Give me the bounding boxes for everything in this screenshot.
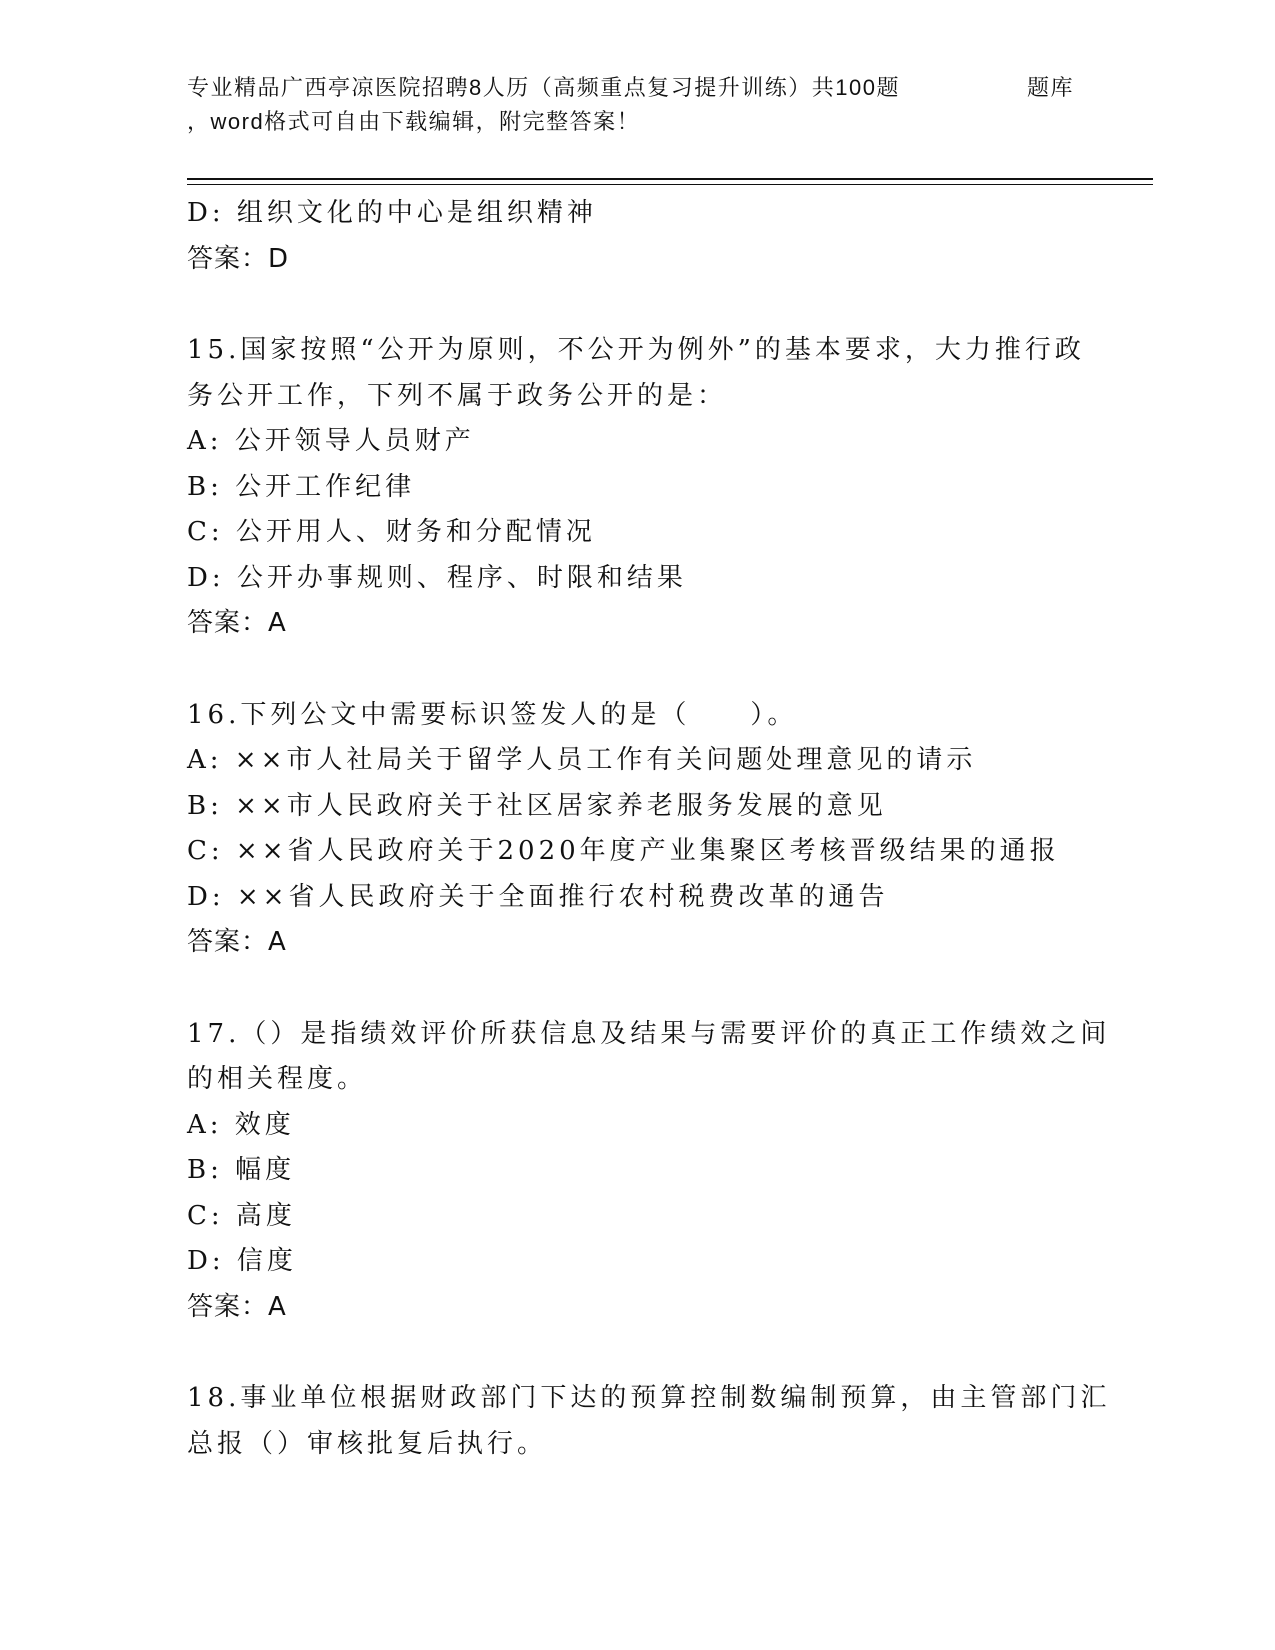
question-15 bbox=[187, 328, 1087, 647]
option-b: B: ××市人民政府关于社区居家养老服务发展的意见 bbox=[187, 790, 887, 821]
answer: 答案：D bbox=[187, 243, 290, 274]
option-a: A: ××市人社局关于留学人员工作有关问题处理意见的请示 bbox=[187, 745, 977, 775]
option-d: D: 组织文化的中心是组织精神 bbox=[187, 198, 597, 228]
question-18 bbox=[187, 1376, 1111, 1467]
question-stem: 务公开工作，下列不属于政务公开的是： bbox=[187, 380, 728, 411]
option-c: C: ××省人民政府关于2020年度产业集聚区考核晋级结果的通报 bbox=[187, 836, 1060, 866]
header-title-line2: ，word格式可自由下载编辑，附完整答案！ bbox=[187, 109, 641, 134]
header-divider-thin bbox=[187, 184, 1153, 185]
answer: 答案：A bbox=[187, 1291, 287, 1322]
question-stem: 17.（）是指绩效评价所获信息及结果与需要评价的真正工作绩效之间 bbox=[187, 1018, 1111, 1049]
option-a: A: 效度 bbox=[187, 1109, 295, 1140]
header-tag: 题库 bbox=[1027, 75, 1075, 100]
header-divider-thick bbox=[187, 178, 1153, 180]
question-stem: 15.国家按照“公开为原则，不公开为例外”的基本要求，大力推行政 bbox=[187, 335, 1085, 365]
question-stem: 16.下列公文中需要标识签发人的是（ ）。 bbox=[187, 699, 798, 730]
option-c: C: 高度 bbox=[187, 1200, 296, 1231]
previous-question-tail bbox=[187, 191, 1087, 282]
question-16 bbox=[187, 693, 1087, 966]
question-17 bbox=[187, 1012, 1111, 1331]
option-d: D: ××省人民政府关于全面推行农村税费改革的通告 bbox=[187, 881, 889, 912]
answer: 答案：A bbox=[187, 927, 287, 957]
answer: 答案：A bbox=[187, 608, 287, 638]
question-stem: 的相关程度。 bbox=[187, 1064, 368, 1094]
question-content bbox=[187, 191, 1111, 1467]
option-b: B: 幅度 bbox=[187, 1155, 296, 1185]
option-c: C: 公开用人、财务和分配情况 bbox=[187, 517, 596, 547]
question-stem: 18.事业单位根据财政部门下达的预算控制数编制预算，由主管部门汇 bbox=[187, 1383, 1111, 1413]
option-d: D: 信度 bbox=[187, 1246, 297, 1276]
header-title-line1: 专业精品广西亭凉医院招聘8人历（高频重点复习提升训练）共100题 bbox=[187, 75, 900, 100]
option-a: A: 公开领导人员财产 bbox=[187, 426, 475, 456]
option-d: D: 公开办事规则、程序、时限和结果 bbox=[187, 562, 687, 593]
question-stem: 总报（）审核批复后执行。 bbox=[187, 1428, 548, 1459]
option-b: B: 公开工作纪律 bbox=[187, 471, 416, 502]
